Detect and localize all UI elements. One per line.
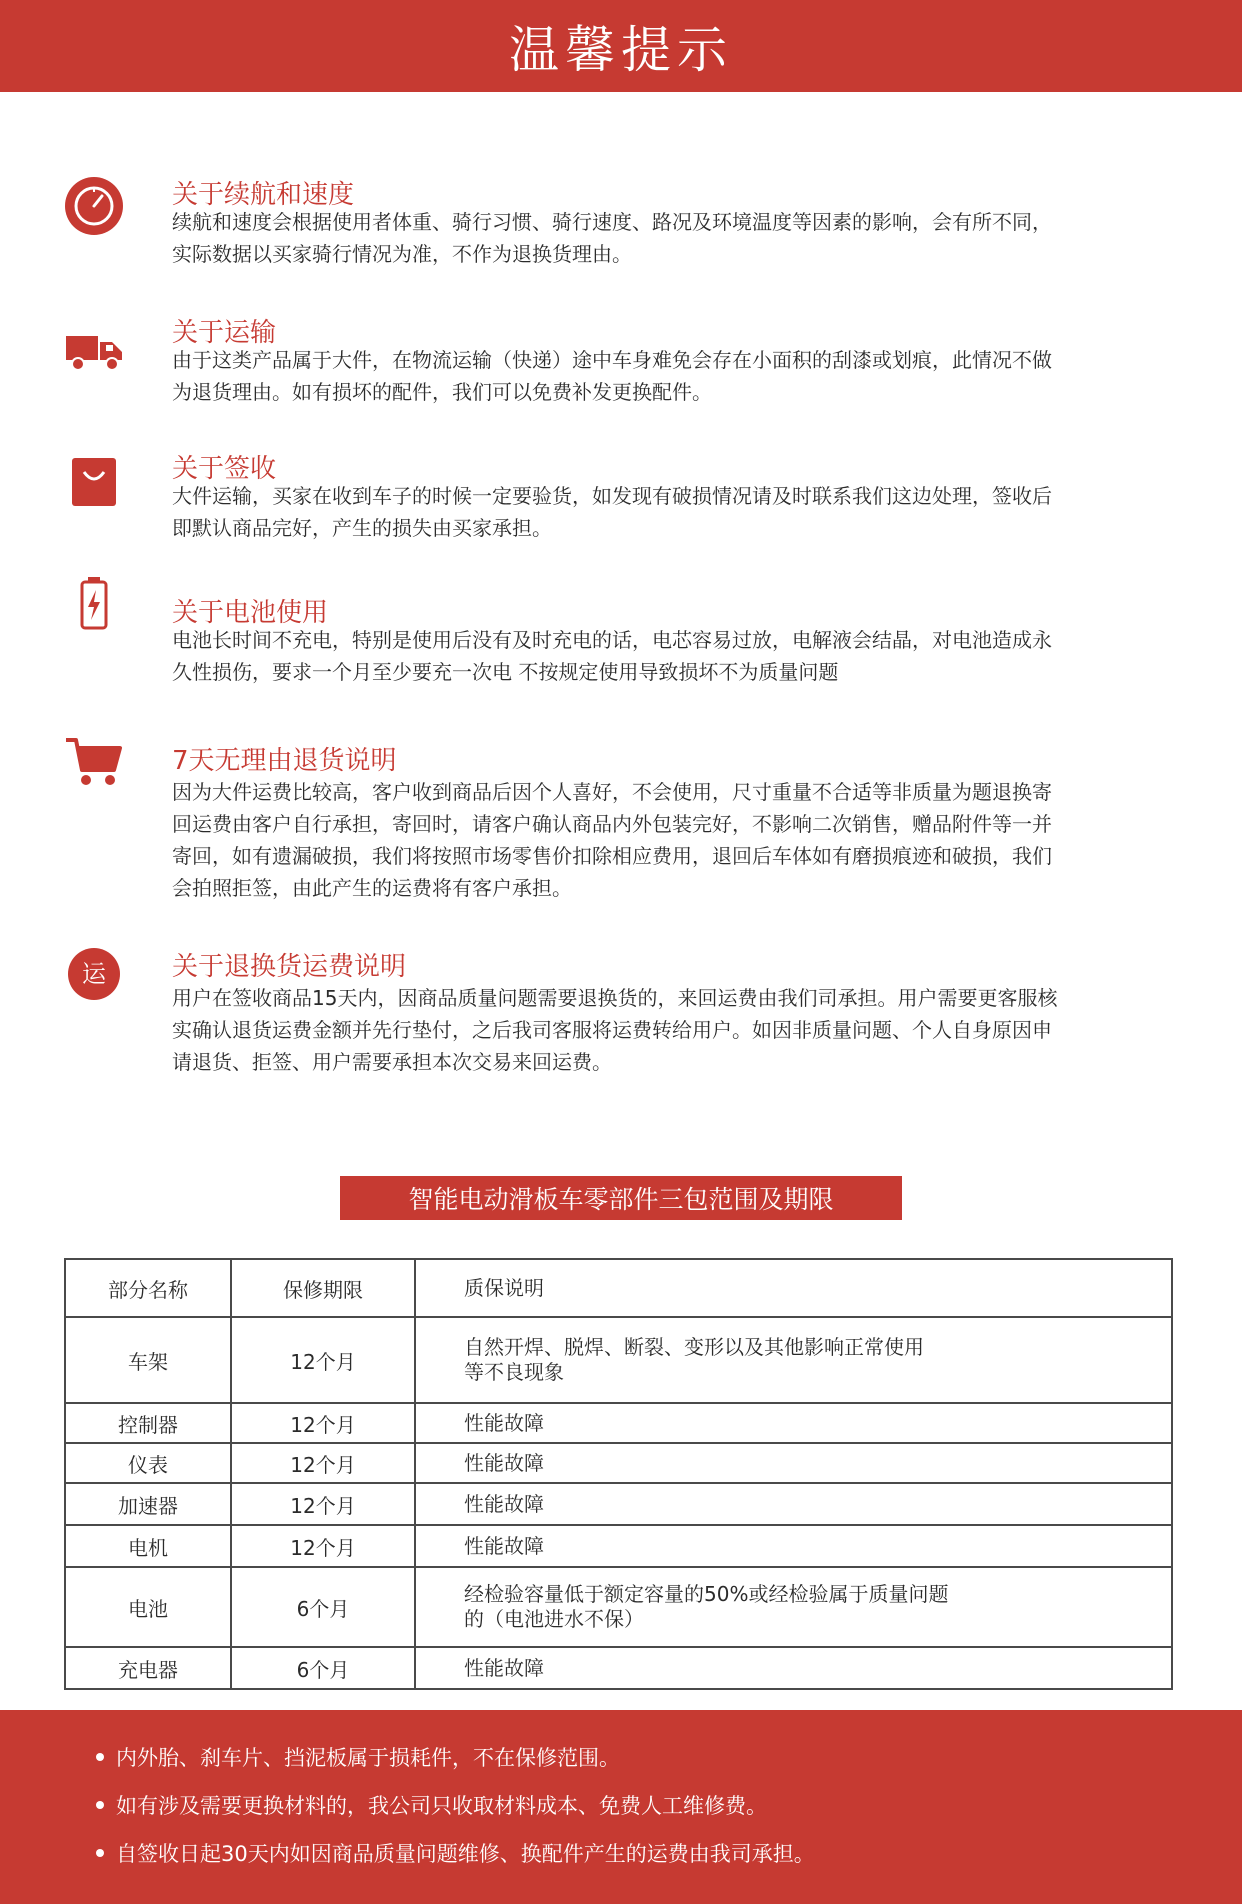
table-header-row xyxy=(65,1259,1172,1317)
period-cell: 6个月 xyxy=(231,1647,415,1689)
bullet-icon xyxy=(96,1849,104,1857)
section-line: 实际数据以买家骑行情况为准，不作为退换货理由。 xyxy=(172,242,632,266)
table-row xyxy=(65,1567,1172,1647)
note-text: 自签收日起30天内如因商品质量问题维修、换配件产生的运费由我司承担。 xyxy=(116,1842,815,1866)
period-cell: 12个月 xyxy=(231,1525,415,1567)
section-line: 久性损伤，要求一个月至少要充一次电 不按规定使用导致损坏不为质量问题 xyxy=(172,660,839,684)
part-cell: 充电器 xyxy=(65,1647,231,1689)
section-line: 用户在签收商品15天内，因商品质量问题需要退换货的，来回运费由我们司承担。用户需要更客服核 xyxy=(172,986,1058,1010)
section-body xyxy=(172,206,1172,270)
description-line: 性能故障 xyxy=(464,1533,544,1558)
period-cell: 12个月 xyxy=(231,1317,415,1403)
description-cell xyxy=(415,1443,1172,1483)
part-cell: 电池 xyxy=(65,1567,231,1647)
part-cell: 车架 xyxy=(65,1317,231,1403)
description-line: 性能故障 xyxy=(464,1410,544,1435)
period-cell: 12个月 xyxy=(231,1403,415,1443)
delivery-truck-icon xyxy=(64,322,124,382)
description-line: 性能故障 xyxy=(464,1491,544,1516)
section-body xyxy=(172,624,1172,688)
shopping-bag-icon xyxy=(64,452,124,512)
section-line: 实确认退货运费金额并先行垫付，之后我司客服将运费转给用户。如因非质量问题、个人自身原因申 xyxy=(172,1018,1052,1042)
section-line: 寄回，如有遗漏破损，我们将按照市场零售价扣除相应费用，退回后车体如有磨损痕迹和破损，我们 xyxy=(172,844,1052,868)
section-line: 由于这类产品属于大件，在物流运输（快递）途中车身难免会存在小面积的刮漆或划痕，此情况不做 xyxy=(172,348,1052,372)
section-line: 大件运输，买家在收到车子的时候一定要验货，如发现有破损情况请及时联系我们这边处理，签收后 xyxy=(172,484,1052,508)
section-body xyxy=(172,776,1172,904)
description-cell xyxy=(415,1647,1172,1689)
part-cell: 电机 xyxy=(65,1525,231,1567)
description-cell xyxy=(415,1483,1172,1525)
description-line: 性能故障 xyxy=(464,1655,544,1680)
section-title: 关于签收 xyxy=(172,454,277,484)
table-row xyxy=(65,1317,1172,1403)
speedometer-icon xyxy=(64,176,124,236)
description-line: 等不良现象 xyxy=(464,1360,564,1384)
section-title: 关于运输 xyxy=(172,318,277,348)
period-cell: 12个月 xyxy=(231,1443,415,1483)
description-line: 经检验容量低于额定容量的50%或经检验属于质量问题 xyxy=(464,1582,949,1606)
column-header-description: 质保说明 xyxy=(415,1259,1172,1317)
shopping-cart-icon xyxy=(64,732,124,792)
section-title: 7天无理由退货说明 xyxy=(172,746,397,776)
description-line: 性能故障 xyxy=(464,1450,544,1475)
section-body xyxy=(172,344,1172,408)
section-line: 续航和速度会根据使用者体重、骑行习惯、骑行速度、路况及环境温度等因素的影响，会有所不同， xyxy=(172,210,1052,234)
section-line: 电池长时间不充电，特别是使用后没有及时充电的话，电芯容易过放，电解液会结晶，对电池造成永 xyxy=(172,628,1052,652)
bullet-icon xyxy=(96,1801,104,1809)
section-line: 即默认商品完好，产生的损失由买家承担。 xyxy=(172,516,552,540)
note-item xyxy=(96,1742,620,1772)
description-cell xyxy=(415,1525,1172,1567)
table-row xyxy=(65,1403,1172,1443)
header-bar xyxy=(0,0,1242,92)
note-item xyxy=(96,1790,767,1820)
section-line: 因为大件运费比较高，客户收到商品后因个人喜好，不会使用，尺寸重量不合适等非质量为题退换寄 xyxy=(172,780,1052,804)
battery-charge-icon xyxy=(64,574,124,634)
warranty-table xyxy=(64,1258,1173,1690)
table-row xyxy=(65,1483,1172,1525)
description-cell xyxy=(415,1567,1172,1647)
section-line: 请退货、拒签、用户需要承担本次交易来回运费。 xyxy=(172,1050,612,1074)
section-line: 为退货理由。如有损坏的配件，我们可以免费补发更换配件。 xyxy=(172,380,712,404)
description-line: 自然开焊、脱焊、断裂、变形以及其他影响正常使用 xyxy=(464,1335,924,1359)
description-cell xyxy=(415,1403,1172,1443)
table-row xyxy=(65,1647,1172,1689)
description-line: 的（电池进水不保） xyxy=(464,1607,644,1631)
shipping-fee-icon xyxy=(64,944,124,1004)
part-cell: 控制器 xyxy=(65,1403,231,1443)
shipping-fee-icon-text: 运 xyxy=(82,960,106,988)
section-line: 会拍照拒签，由此产生的运费将有客户承担。 xyxy=(172,876,572,900)
page-title: 温馨提示 xyxy=(509,21,733,79)
note-item xyxy=(96,1838,815,1868)
column-header-period: 保修期限 xyxy=(231,1259,415,1317)
section-body xyxy=(172,982,1172,1078)
table-row xyxy=(65,1443,1172,1483)
note-text: 内外胎、刹车片、挡泥板属于损耗件，不在保修范围。 xyxy=(116,1746,620,1770)
period-cell: 6个月 xyxy=(231,1567,415,1647)
section-line: 回运费由客户自行承担，寄回时，请客户确认商品内外包装完好，不影响二次销售，赠品附件等一并 xyxy=(172,812,1052,836)
footer-notes xyxy=(0,1710,1242,1904)
bullet-icon xyxy=(96,1753,104,1761)
description-cell xyxy=(415,1317,1172,1403)
section-title: 关于电池使用 xyxy=(172,598,329,628)
note-text: 如有涉及需要更换材料的，我公司只收取材料成本、免费人工维修费。 xyxy=(116,1794,767,1818)
section-title: 关于续航和速度 xyxy=(172,180,355,210)
table-row xyxy=(65,1525,1172,1567)
section-body xyxy=(172,480,1172,544)
section-title: 关于退换货运费说明 xyxy=(172,952,407,982)
warranty-title-banner: 智能电动滑板车零部件三包范围及期限 xyxy=(340,1176,902,1220)
period-cell: 12个月 xyxy=(231,1483,415,1525)
column-header-part: 部分名称 xyxy=(65,1259,231,1317)
part-cell: 加速器 xyxy=(65,1483,231,1525)
part-cell: 仪表 xyxy=(65,1443,231,1483)
